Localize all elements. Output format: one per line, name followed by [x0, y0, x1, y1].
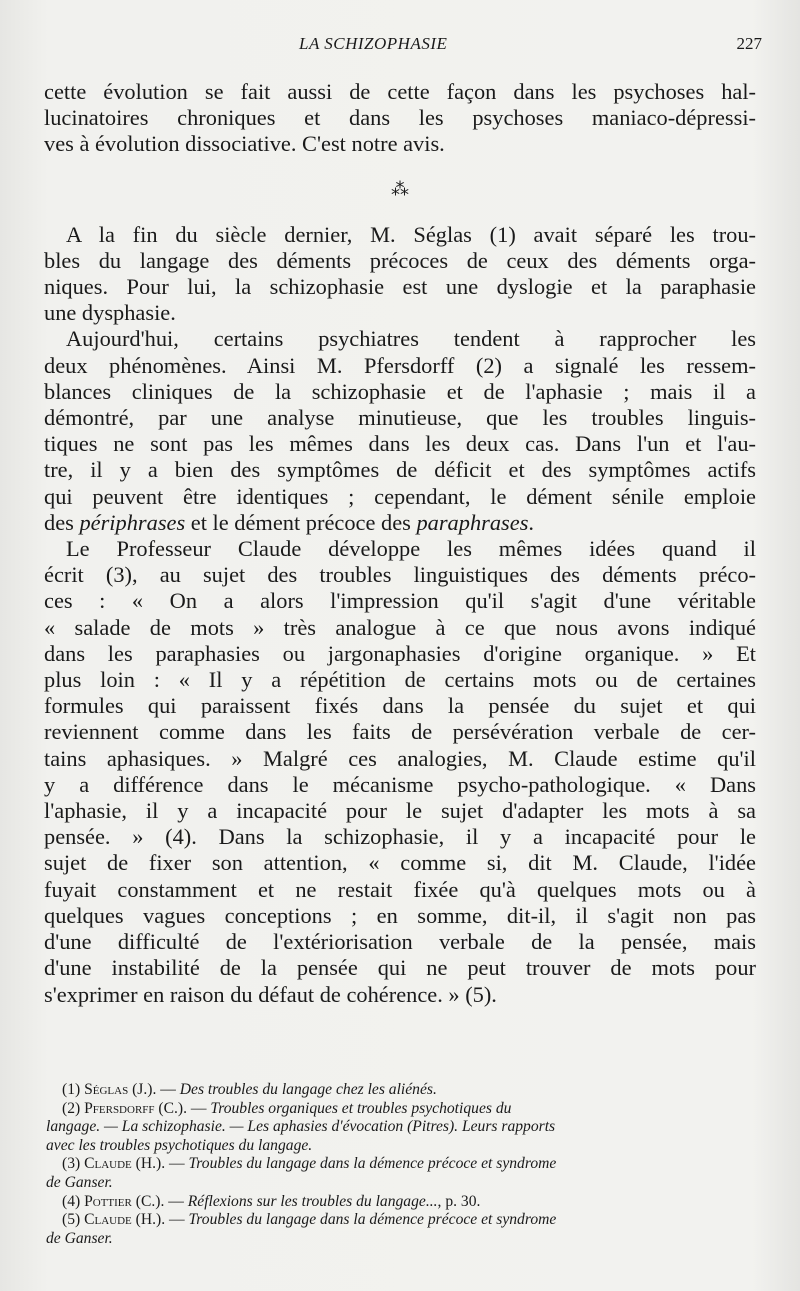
footnote-author: Pfersdorff (C.). [84, 1099, 187, 1117]
text-line: « salade de mots » très analogue à ce que nous avons indiqué [44, 614, 756, 640]
footnote-number: (1) [62, 1081, 81, 1098]
text-line: l'aphasie, il y a incapacité pour le sujet d'adapter les mots à sa [44, 798, 756, 824]
footnote-continuation: de Ganser. [46, 1229, 113, 1247]
text-line: niques. Pour lui, la schizophasie est une dyslogie et la paraphasie [44, 274, 756, 300]
asterism-separator [44, 180, 756, 198]
text-line: dans les paraphasies ou jargonaphasies d'origine organique. » Et [44, 640, 756, 666]
footnote-title: Des troubles du langage chez les aliénés. [179, 1081, 437, 1098]
footnote-continuation: de Ganser. [46, 1173, 113, 1191]
footnote-number: (5) [62, 1211, 81, 1229]
footnote [46, 1193, 762, 1212]
footnote-author: Claude (H.). [84, 1155, 166, 1173]
text-line: d'une instabilité de la pensée qui ne peut trouver de mots pour [44, 955, 756, 981]
text-line: pensée. » (4). Dans la schizophasie, il y a incapacité pour le [44, 824, 756, 850]
footnote [46, 1155, 762, 1174]
page-header [44, 34, 770, 58]
text-line: formules qui paraissent fixés dans la pensée du sujet et qui [44, 693, 756, 719]
text-line: fuyait constamment et ne restait fixée qu'à quelques mots ou à [44, 876, 756, 902]
text-line: tre, il y a bien des symptômes de déficit et des symptômes actifs [44, 457, 756, 483]
footnote-author: Séglas (J.). [84, 1081, 157, 1098]
footnote [46, 1081, 762, 1100]
text-line: une dysphasie. [44, 300, 176, 326]
footnote-title: Troubles du langage dans la démence précoce et syndrome [188, 1155, 557, 1173]
text-line: plus loin : « Il y a répétition de certains mots ou de certaines [44, 667, 756, 693]
text-line: blances cliniques de la schizophasie et de l'aphasie ; mais il a [44, 378, 756, 404]
text-line-periphrases [44, 510, 756, 536]
footnote-number: (4) [62, 1192, 81, 1210]
footnote-separator: — [165, 1211, 189, 1229]
text-fragment: des [44, 509, 80, 535]
footnote-title: Troubles organiques et troubles psychotiques du [210, 1099, 512, 1117]
footnote-continuation: langage. — La schizophasie. — Les aphasies d'évocation (Pitres). Leurs rapports [46, 1118, 556, 1136]
text-line: y a différence dans le mécanisme psycho-pathologique. « Dans [44, 771, 756, 797]
text-line: sujet de fixer son attention, « comme si, dit M. Claude, l'idée [44, 850, 756, 876]
text-line: démontré, par une analyse minutieuse, que les troubles linguis- [44, 405, 756, 431]
footnote-continuation: avec les troubles psychotiques du langage. [46, 1136, 313, 1154]
asterism-glyph: ⁂ [391, 178, 409, 199]
italic-term: paraphrases [416, 509, 529, 535]
footnote-author: Pottier (C.). [84, 1192, 165, 1210]
text-line: tains aphasiques. » Malgré ces analogies, M. Claude estime qu'il [44, 745, 756, 771]
footnote-title: Troubles du langage dans la démence précoce et syndrome [188, 1211, 557, 1229]
running-title: LA SCHIZOPHASIE [299, 34, 448, 53]
text-line: lucinatoires chroniques et dans les psychoses maniaco-dépressi- [44, 105, 756, 131]
text-fragment: et le dément précoce des [185, 509, 417, 535]
text-line: d'une difficulté de l'extériorisation verbale de la pensée, mais [44, 929, 756, 955]
text-line: bles du langage des déments précoces de ceux des déments orga- [44, 247, 756, 273]
footnote [46, 1211, 762, 1230]
body-text [44, 79, 756, 1008]
footnotes [46, 1081, 762, 1248]
text-line: Aujourd'hui, certains psychiatres tendent à rapprocher les [66, 326, 756, 352]
text-line: ves à évolution dissociative. C'est notre avis. [44, 131, 445, 157]
text-line: s'exprimer en raison du défaut de cohérence. » (5). [44, 981, 497, 1007]
text-line: quelques vagues conceptions ; en somme, dit-il, il s'agit non pas [44, 902, 756, 928]
page-number: 227 [736, 34, 762, 53]
footnote-separator: — [187, 1099, 211, 1117]
text-line: ces : « On a alors l'impression qu'il s'agit d'une véritable [44, 588, 756, 614]
text-line: Le Professeur Claude développe les mêmes idées quand il [66, 536, 756, 562]
text-line: écrit (3), au sujet des troubles linguistiques des déments préco- [44, 562, 756, 588]
footnote-separator: — [165, 1155, 189, 1173]
footnote-number: (3) [62, 1155, 81, 1173]
text-fragment: . [528, 509, 535, 535]
footnote-title: Réflexions sur les troubles du langage... [187, 1192, 438, 1210]
footnote-separator: — [156, 1081, 180, 1098]
text-line: deux phénomènes. Ainsi M. Pfersdorff (2) a signalé les ressem- [44, 352, 756, 378]
footnote-author: Claude (H.). [84, 1211, 166, 1229]
footnote-number: (2) [62, 1099, 81, 1117]
text-line: qui peuvent être identiques ; cependant, le dément sénile emploie [44, 483, 756, 509]
footnote-separator: — [164, 1192, 188, 1210]
footnote-page-ref: , p. 30. [437, 1192, 481, 1210]
text-line: reviennent comme dans les faits de persévération verbale de cer- [44, 719, 756, 745]
italic-term: périphrases [79, 509, 186, 535]
text-line: A la fin du siècle dernier, M. Séglas (1) avait séparé les trou- [66, 221, 756, 247]
footnote [46, 1100, 762, 1119]
text-line: cette évolution se fait aussi de cette façon dans les psychoses hal- [44, 79, 756, 104]
text-line: tiques ne sont pas les mêmes dans les deux cas. Dans l'un et l'au- [44, 431, 756, 457]
